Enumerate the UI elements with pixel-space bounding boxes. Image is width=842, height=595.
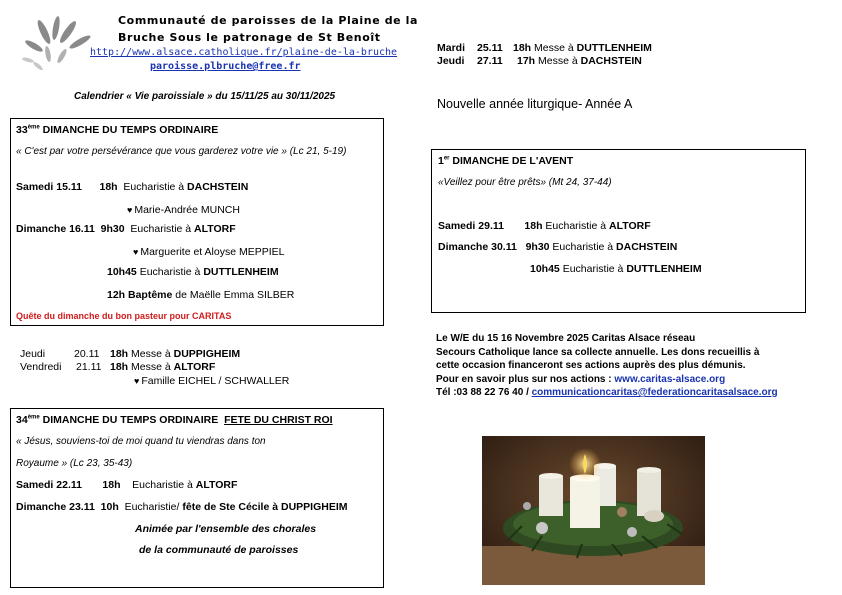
calendar-title: Calendrier « Vie paroissiale » du 15/11/25 au 30/11/2025 — [74, 91, 336, 102]
box-33eme-dimanche — [10, 118, 384, 326]
box33-event-4: 12h Baptême de Maëlle Emma SILBER — [107, 289, 295, 301]
avent-event-1: Samedi 29.11 18h Eucharistie à ALTORF — [438, 220, 651, 232]
caritas-line-1: Le W/E du 15 16 Novembre 2025 Caritas Alsace réseau — [436, 333, 696, 344]
avent-event-3: 10h45 Eucharistie à DUTTLENHEIM — [530, 263, 702, 275]
box34-title: 34ème DIMANCHE DU TEMPS ORDINAIRE FETE DU CHRIST ROI — [16, 414, 333, 426]
org-name-line1: Communauté de paroisses de la Plaine de la — [118, 14, 419, 27]
website-link[interactable]: http://www.alsace.catholique.fr/plaine-de-la-bruche — [90, 47, 398, 58]
avent-event-2: Dimanche 30.11 9h30 Eucharistie à DACHSTEIN — [438, 241, 678, 253]
caritas-line-2: Secours Catholique lance sa collecte annuelle. Les dons recueillis à — [436, 346, 760, 358]
heart-icon: ♥ — [127, 205, 133, 215]
box34-event-2: Dimanche 23.11 10h Eucharistie/ fête de Ste Cécile à DUPPIGHEIM — [16, 501, 348, 513]
box34-note-2: de la communauté de paroisses — [139, 544, 299, 556]
box34-quote-1: « Jésus, souviens-toi de moi quand tu viendras dans ton — [16, 436, 266, 447]
week1-intention: ♥ Famille EICHEL / SCHWALLER — [134, 375, 290, 387]
box33-intention-2: ♥ Marguerite et Aloyse MEPPIEL — [133, 246, 285, 258]
box-34eme-dimanche — [10, 408, 384, 588]
avent-quote: «Veillez pour être prêts» (Mt 24, 37-44) — [438, 177, 612, 188]
week1-row-2: Vendredi 21.11 18h Messe à ALTORF — [20, 361, 216, 373]
box34-note-1: Animée par l'ensemble des chorales — [135, 523, 317, 535]
advent-wreath-photo — [482, 436, 705, 585]
box34-quote-2: Royaume » (Lc 23, 35-43) — [16, 458, 133, 469]
box33-event-1: Samedi 15.11 18h Eucharistie à DACHSTEIN — [16, 181, 249, 193]
week1-row-1: Jeudi 20.11 18h Messe à DUPPIGHEIM — [20, 348, 241, 360]
new-liturgical-year: Nouvelle année liturgique- Année A — [437, 97, 633, 111]
box33-title: 33ème DIMANCHE DU TEMPS ORDINAIRE — [16, 124, 219, 136]
caritas-line-5: Tél :03 88 22 76 40 / communicationcaritas@federationcaritasalsace.org — [436, 387, 778, 398]
box33-quete: Quête du dimanche du bon pasteur pour CARITAS — [16, 311, 232, 321]
caritas-email-link[interactable]: communicationcaritas@federationcaritasalsace.org — [531, 387, 778, 398]
email-link[interactable]: paroisse.plbruche@free.fr — [150, 61, 301, 72]
box33-intention-1: ♥ Marie-Andrée MUNCH — [127, 204, 240, 216]
week2-row-2: Jeudi 27.11 17h Messe à DACHSTEIN — [437, 55, 642, 67]
week2-row-1: Mardi 25.11 18h Messe à DUTTLENHEIM — [437, 42, 652, 54]
caritas-notice — [436, 332, 778, 400]
box33-event-3: 10h45 Eucharistie à DUTTLENHEIM — [107, 266, 279, 278]
caritas-line-3: cette occasion financeront ses actions auprès des plus démunis. — [436, 360, 746, 371]
heart-icon: ♥ — [134, 376, 140, 386]
box34-event-1: Samedi 22.11 18h Eucharistie à ALTORF — [16, 479, 238, 491]
box-avent — [431, 149, 806, 313]
box33-event-2: Dimanche 16.11 9h30 Eucharistie à ALTORF — [16, 223, 236, 235]
heart-icon: ♥ — [133, 247, 139, 257]
box33-quote: « C'est par votre persévérance que vous garderez votre vie » (Lc 21, 5-19) — [16, 146, 347, 157]
caritas-website-link[interactable]: www.caritas-alsace.org — [614, 373, 726, 385]
org-name-line2: Bruche Sous le patronage de St Benoît — [118, 31, 381, 44]
avent-title: 1er DIMANCHE DE L'AVENT — [438, 155, 574, 167]
caritas-line-4: Pour en savoir plus sur nos actions : www.caritas-alsace.org — [436, 373, 726, 385]
